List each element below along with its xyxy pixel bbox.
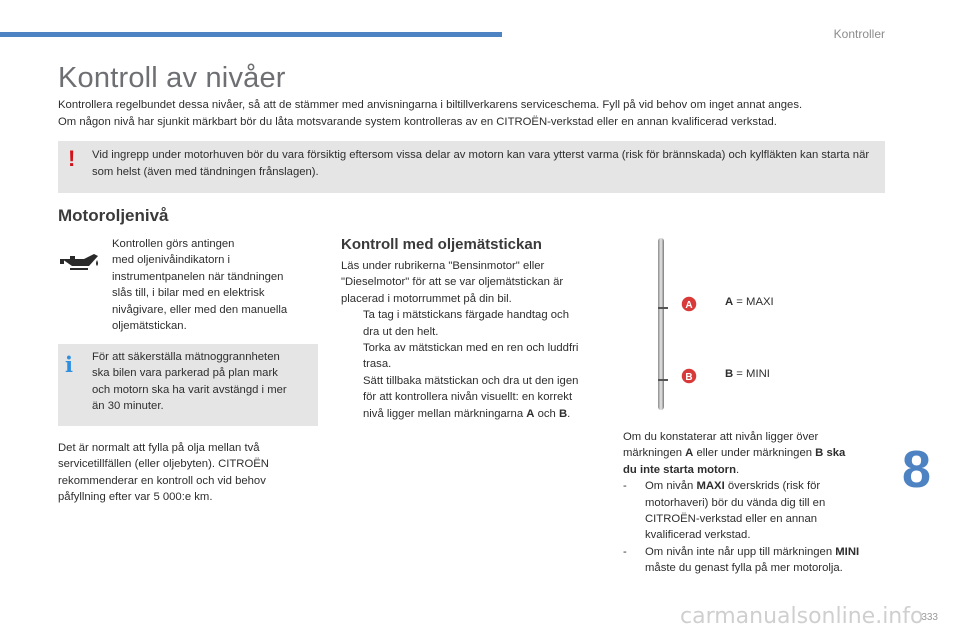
text-fragment: Om nivån inte når upp till märkningen: [645, 545, 836, 558]
text-line: för att kontrollera nivån visuellt: en korrekt: [363, 391, 573, 404]
text-line: dra ut den helt.: [363, 325, 439, 338]
dipstick-illustration: [650, 238, 710, 414]
text-fragment: nivå ligger mellan märkningarna: [363, 407, 527, 420]
text-line: Torka av mätstickan med en ren och luddfri: [363, 342, 579, 355]
emphasis: B ska: [815, 447, 846, 460]
text-line: Kontrollen görs antingen: [112, 238, 235, 250]
mark-a-ref: A: [685, 447, 694, 460]
oil-level-heading: Motoroljenivå: [58, 206, 169, 225]
text-line: påfyllning efter var 5 000:e km.: [58, 491, 213, 504]
emphasis: MAXI: [696, 480, 725, 493]
text-line: placerad i motorrummet på din bil.: [341, 292, 512, 305]
text-line: Läs under rubrikerna "Bensinmotor" eller: [341, 260, 545, 272]
oil-refill-note: [58, 440, 318, 506]
text-line: måste du genast fylla på mer motorolja.: [645, 562, 843, 575]
dipstick-heading: Kontroll med oljemätstickan: [341, 236, 542, 253]
mark-b-badge: [681, 368, 697, 384]
text-line: rekommenderar en kontroll och vid behov: [58, 474, 266, 487]
text-line: [623, 462, 888, 478]
maxi-notch: [658, 307, 668, 309]
text-line: [363, 406, 609, 422]
mini-label: [725, 368, 770, 380]
dipstick-steps: [341, 307, 609, 422]
header-accent-bar: [0, 32, 502, 37]
result-list: [623, 478, 888, 576]
text-line: ska bilen vara parkerad på plan mark: [92, 367, 278, 380]
text-line: [645, 478, 888, 494]
text-line: motorhaveri) bör du vända dig till en: [645, 496, 826, 509]
oil-can-icon: [58, 250, 102, 276]
list-item: [341, 307, 609, 340]
maxi-text: = MAXI: [733, 296, 774, 308]
mark-a-badge: [681, 296, 697, 312]
dipstick-rod: [658, 238, 664, 410]
text-line: CITROËN-verkstad eller en annan: [645, 513, 818, 526]
text-fragment: .: [567, 407, 571, 420]
text-fragment: märkningen: [623, 447, 686, 460]
emphasis: MINI: [835, 545, 860, 558]
intro-line: Om någon nivå har sjunkit märkbart bör du låta motsvarande system kontrolleras av en CITROËN-verkstad eller en annan kvalificerad verkstad.: [58, 116, 777, 128]
mark-b-key: B: [725, 368, 734, 380]
oil-level-description: [112, 236, 322, 334]
text-line: Ta tag i mätstickans färgade handtag och: [363, 309, 569, 322]
text-line: servicetillfällen (eller oljebyten). CITROËN: [58, 458, 269, 471]
text-line: och motorn ska ha varit avstängd i mer: [92, 383, 287, 396]
text-line: "Dieselmotor" för att se var oljemätstickan är: [341, 276, 564, 289]
text-line: [645, 544, 888, 560]
text-line: Om du konstaterar att nivån ligger över: [623, 431, 819, 443]
text-line: Det är normalt att fylla på olja mellan två: [58, 442, 260, 454]
list-item: [341, 340, 609, 373]
text-fragment: .: [735, 463, 740, 476]
chapter-number: 8: [902, 441, 931, 499]
text-line: trasa.: [363, 358, 392, 371]
list-item: [623, 544, 888, 577]
page-number: 333: [921, 612, 938, 623]
mark-a-letter: A: [685, 300, 693, 311]
watermark-text: carmanualsonline.info: [680, 604, 924, 629]
level-result-text: [623, 429, 888, 577]
emphasis: du inte starta motorn: [623, 463, 736, 476]
text-fragment: och: [534, 407, 559, 420]
dash-bullet: -: [623, 480, 627, 493]
text-line: kvalificerad verkstad.: [645, 529, 751, 542]
dash-bullet: -: [623, 545, 627, 558]
text-fragment: överskrids (risk för: [724, 480, 821, 493]
maxi-label: [725, 296, 774, 308]
info-text: [92, 349, 312, 415]
mark-b-ref: B: [558, 407, 568, 420]
text-line: med oljenivåindikatorn i: [112, 254, 231, 267]
dipstick-instructions: [341, 258, 609, 422]
text-fragment: eller under märkningen: [693, 447, 816, 460]
text-line: nivågivare, eller med den manuella: [112, 303, 288, 316]
intro-text: [58, 97, 898, 131]
mark-a-ref: A: [526, 407, 535, 420]
mark-b-letter: B: [685, 372, 693, 383]
list-item: [341, 373, 609, 422]
text-line: än 30 minuter.: [92, 400, 164, 413]
text-fragment: Om nivån: [645, 480, 697, 493]
mini-notch: [658, 379, 668, 381]
text-line: Sätt tillbaka mätstickan och dra ut den igen: [363, 374, 579, 387]
text-line: slås till, i bilar med en elektrisk: [112, 287, 265, 300]
text-line: [623, 445, 888, 461]
text-line: oljemätstickan.: [112, 320, 187, 333]
text-line: För att säkerställa mätnoggrannheten: [92, 351, 280, 363]
page-title: Kontroll av nivåer: [58, 62, 286, 94]
mark-a-key: A: [725, 296, 734, 308]
section-title: Kontroller: [833, 27, 885, 41]
mini-text: = MINI: [733, 368, 770, 380]
intro-line: Kontrollera regelbundet dessa nivåer, så att de stämmer med anvisningarna i biltillverkarens serviceschema. Fyll på vid behov om inget annat anges.: [58, 99, 803, 111]
info-icon: i: [65, 352, 73, 377]
warning-text: Vid ingrepp under motorhuven bör du vara försiktig eftersom vissa delar av motorn kan vara ytterst varma (risk för brännskada) och kylfläkten kan starta när som helst (även med tändningen frånslagen).: [92, 149, 870, 178]
warning-icon: !: [68, 146, 76, 171]
text-line: instrumentpanelen när tändningen: [112, 270, 284, 283]
list-item: [623, 478, 888, 544]
